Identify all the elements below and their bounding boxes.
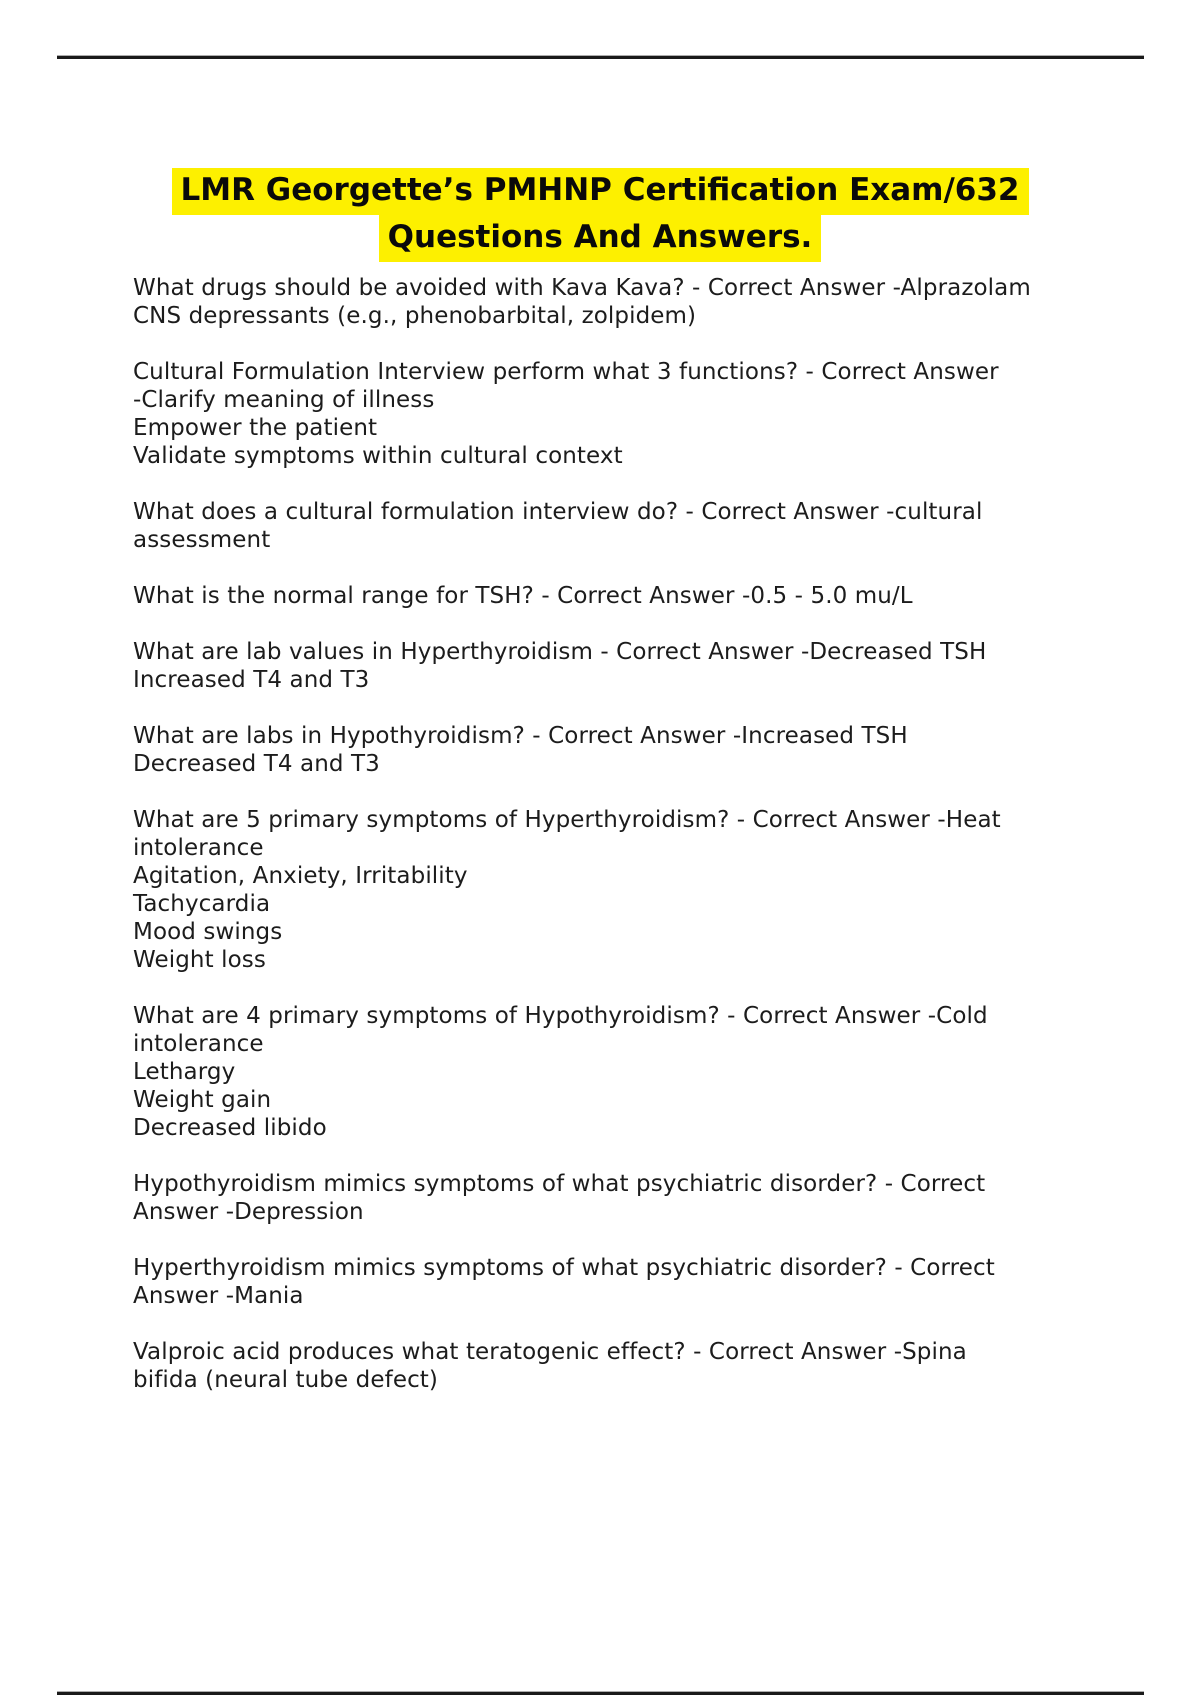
paragraph (133, 1254, 1093, 1310)
text-line: CNS depressants (e.g., phenobarbital, zolpidem) (133, 303, 697, 329)
text-line: Valproic acid produces what teratogenic effect? - Correct Answer -Spina (133, 1339, 967, 1365)
paragraph (133, 358, 1093, 470)
text-line: What drugs should be avoided with Kava Kava? - Correct Answer -Alprazolam (133, 275, 1031, 301)
paragraph (133, 498, 1093, 554)
paragraph (133, 1338, 1093, 1394)
text-line: Empower the patient (133, 415, 378, 441)
paragraph (133, 1002, 1093, 1142)
text-line: intolerance (133, 1031, 264, 1057)
text-line: Hyperthyroidism mimics symptoms of what psychiatric disorder? - Correct (133, 1255, 995, 1281)
text-line: Answer -Mania (133, 1283, 304, 1309)
text-line: -Clarify meaning of illness (133, 387, 435, 413)
paragraph (133, 1170, 1093, 1226)
text-line: Weight gain (133, 1087, 272, 1113)
text-line: What are 4 primary symptoms of Hypothyroidism? - Correct Answer -Cold (133, 1003, 988, 1029)
text-line: Validate symptoms within cultural context (133, 443, 623, 469)
text-line: What are labs in Hypothyroidism? - Correct Answer -Increased TSH (133, 723, 908, 749)
title-line-1 (0, 168, 1200, 215)
title-line-2 (0, 215, 1200, 262)
text-line: Tachycardia (133, 891, 271, 917)
paragraph (133, 722, 1093, 778)
bottom-horizontal-rule (57, 1692, 1144, 1695)
document-body (133, 274, 1093, 1422)
text-line: Agitation, Anxiety, Irritability (133, 863, 468, 889)
title-highlight: Questions And Answers. (379, 215, 822, 262)
text-line: What are lab values in Hyperthyroidism - Correct Answer -Decreased TSH (133, 639, 987, 665)
text-line: Answer -Depression (133, 1199, 364, 1225)
text-line: Mood swings (133, 919, 283, 945)
text-line: assessment (133, 527, 271, 553)
text-line: Weight loss (133, 947, 266, 973)
text-line: Cultural Formulation Interview perform what 3 functions? - Correct Answer (133, 359, 999, 385)
text-line: What are 5 primary symptoms of Hyperthyroidism? - Correct Answer -Heat (133, 807, 1001, 833)
title-highlight: LMR Georgette’s PMHNP Certification Exam/632 (172, 168, 1029, 215)
text-line: intolerance (133, 835, 264, 861)
paragraph (133, 274, 1093, 330)
text-line: What does a cultural formulation interview do? - Correct Answer -cultural (133, 499, 983, 525)
text-line: Lethargy (133, 1059, 236, 1085)
top-horizontal-rule (57, 56, 1144, 59)
text-line: Increased T4 and T3 (133, 667, 370, 693)
text-line: Hypothyroidism mimics symptoms of what psychiatric disorder? - Correct (133, 1171, 986, 1197)
paragraph (133, 638, 1093, 694)
paragraph (133, 806, 1093, 974)
page-title (0, 168, 1200, 262)
paragraph (133, 582, 1093, 610)
text-line: What is the normal range for TSH? - Correct Answer -0.5 - 5.0 mu/L (133, 583, 913, 609)
text-line: bifida (neural tube defect) (133, 1367, 439, 1393)
text-line: Decreased T4 and T3 (133, 751, 380, 777)
text-line: Decreased libido (133, 1115, 327, 1141)
